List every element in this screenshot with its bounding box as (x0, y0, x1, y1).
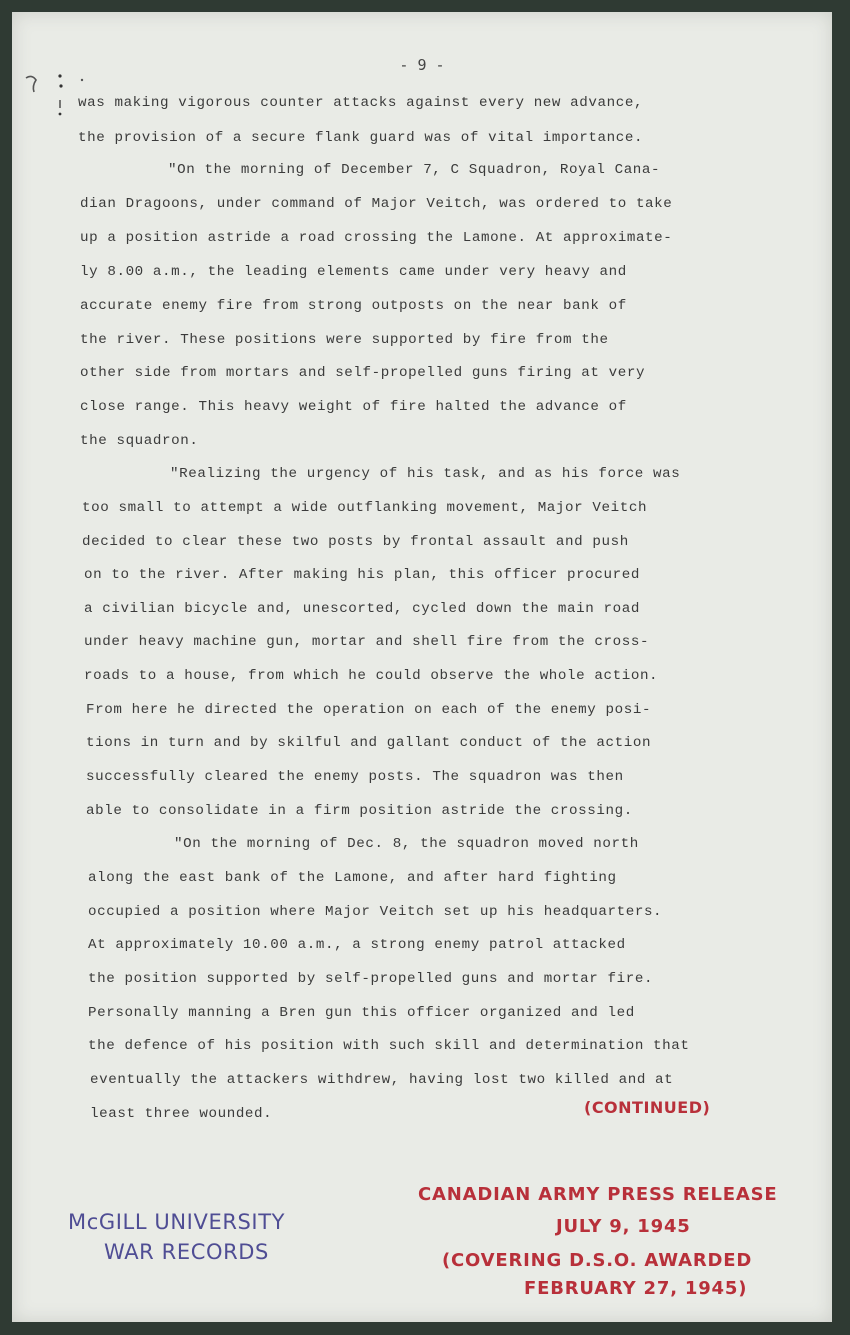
body-line: the provision of a secure flank guard was of vital importance. (78, 130, 644, 146)
note-line-4: FEBRUARY 27, 1945) (524, 1278, 748, 1299)
body-line: tions in turn and by skilful and gallant conduct of the action (86, 735, 652, 751)
body-line: ly 8.00 a.m., the leading elements came under very heavy and (80, 264, 627, 280)
body-line: least three wounded. (90, 1106, 273, 1122)
body-line: "Realizing the urgency of his task, and as his force was (170, 466, 681, 482)
note-line-2: JULY 9, 1945 (556, 1216, 691, 1237)
body-line: along the east bank of the Lamone, and after hard fighting (88, 870, 617, 886)
body-line: other side from mortars and self-propelled guns firing at very (80, 365, 646, 381)
body-line: close range. This heavy weight of fire halted the advance of (80, 399, 627, 415)
page-number: - 9 - (399, 56, 445, 74)
body-line: up a position astride a road crossing the Lamone. At approximate- (80, 230, 673, 246)
body-line: accurate enemy fire from strong outposts on the near bank of (80, 298, 627, 314)
body-line: dian Dragoons, under command of Major Veitch, was ordered to take (80, 196, 673, 212)
body-line: too small to attempt a wide outflanking movement, Major Veitch (82, 500, 648, 516)
handwritten-continued: (CONTINUED) (584, 1098, 711, 1117)
stamp-line-2: WAR RECORDS (104, 1240, 269, 1264)
body-line: Personally manning a Bren gun this officer organized and led (88, 1005, 635, 1021)
body-line: a civilian bicycle and, unescorted, cycled down the main road (84, 601, 640, 617)
document-page (12, 12, 832, 1322)
body-line: was making vigorous counter attacks against every new advance, (78, 95, 644, 111)
stamp-line-1: McGILL UNIVERSITY (68, 1210, 286, 1234)
body-line: roads to a house, from which he could observe the whole action. (84, 668, 659, 684)
body-line: From here he directed the operation on each of the enemy posi- (86, 702, 652, 718)
body-line: decided to clear these two posts by frontal assault and push (82, 534, 629, 550)
body-line: "On the morning of Dec. 8, the squadron moved north (174, 836, 639, 852)
body-line: the defence of his position with such skill and determination that (88, 1038, 690, 1054)
body-line: eventually the attackers withdrew, having lost two killed and at (90, 1072, 674, 1088)
body-line: the squadron. (80, 433, 199, 449)
body-line: under heavy machine gun, mortar and shell fire from the cross- (84, 634, 650, 650)
body-line: able to consolidate in a firm position astride the crossing. (86, 803, 633, 819)
binding-marks (24, 70, 84, 130)
body-line: the river. These positions were supported by fire from the (80, 332, 609, 348)
note-line-3: (COVERING D.S.O. AWARDED (442, 1250, 753, 1271)
body-line: the position supported by self-propelled guns and mortar fire. (88, 971, 654, 987)
body-line: occupied a position where Major Veitch set up his headquarters. (88, 904, 663, 920)
note-line-1: CANADIAN ARMY PRESS RELEASE (418, 1184, 778, 1205)
body-line: At approximately 10.00 a.m., a strong enemy patrol attacked (88, 937, 626, 953)
body-line: on to the river. After making his plan, this officer procured (84, 567, 640, 583)
body-line: "On the morning of December 7, C Squadron, Royal Cana- (168, 162, 661, 178)
body-line: successfully cleared the enemy posts. The squadron was then (86, 769, 624, 785)
